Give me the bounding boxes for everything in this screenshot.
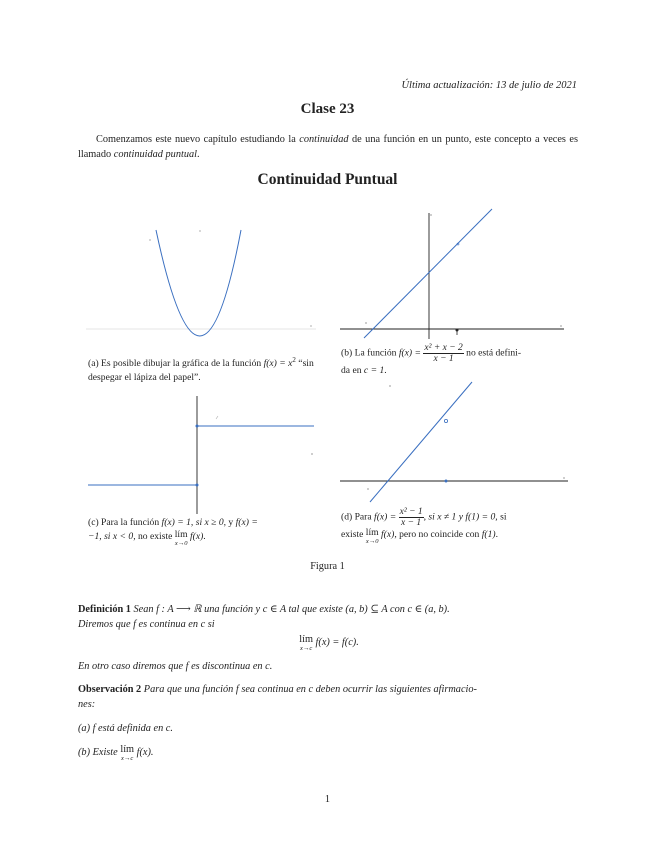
page-number: 1 [324, 794, 331, 805]
fig-d-num: x² − 1 [399, 507, 423, 517]
fig-b-fraction [423, 343, 463, 364]
fig-a-text: Es posible dibujar la gráfica de la función [98, 358, 264, 370]
fig-d-lim-word: lím [365, 527, 379, 538]
fig-a-fx: f(x) = x [263, 358, 293, 370]
fig-c-line1 [88, 516, 320, 530]
fig-b-fx: f(x) = [398, 347, 424, 359]
fig-c-lim-word: lím [174, 529, 188, 540]
fig-d-den: x − 1 [401, 518, 422, 528]
observation-item-b-lim [120, 745, 134, 762]
definition-eq: f(x) = f(c). [315, 637, 359, 648]
fig-c-lim [175, 530, 188, 547]
definition-lim-sub: x→c [299, 645, 313, 652]
fig-c-line2 [88, 530, 320, 547]
definition-equation [78, 635, 580, 659]
fig-a-quote: “sin despegar el lápiza del papel”. [88, 358, 314, 384]
observation-line1 [78, 682, 580, 697]
intro-paragraph [78, 132, 578, 162]
figure-b-caption [341, 343, 581, 378]
fig-d-line2b: , pero no coincide con [394, 529, 482, 540]
fig-b-c: c = 1 [363, 365, 385, 376]
fig-b-den: x − 1 [433, 354, 454, 364]
fig-d-fx: f(x) = [374, 511, 399, 523]
intro-em2: continuidad puntual [113, 149, 197, 160]
definition-text1: Sean f : A ⟶ ℝ una función y c ∈ A tal que existe (a, b) ⊆ A con c ∈ (a, b). [130, 604, 450, 615]
section-title: Continuidad Puntual [257, 171, 398, 188]
observation-item-b-lim-sub: x→c [121, 755, 134, 762]
fig-c-line1-text: (c) Para la función [88, 517, 162, 528]
fig-c-line2b: no existe [135, 531, 175, 542]
observation-text2: nes: [78, 699, 96, 710]
fig-c-line2a: −1, si x < 0, [88, 531, 136, 542]
intro-part2: de una función en un punto, este concepto a veces es llamado [78, 134, 578, 160]
figure-c-plot [86, 392, 321, 517]
observation-text1: Para que una función f sea continua en c deben ocurrir las siguientes afirmacio- [141, 684, 477, 695]
fig-a-label: (a) [88, 358, 99, 370]
figure-c-caption [88, 516, 320, 547]
fig-d-line1 [341, 507, 581, 528]
definition-block [78, 602, 580, 674]
fig-d-fx2: f(x) [380, 529, 395, 540]
definition-lim [299, 635, 313, 652]
fig-c-f2: f(x) = [235, 517, 258, 528]
fig-d-line2a: existe [341, 529, 366, 540]
fig-c-lim-sub: x→0 [174, 540, 188, 547]
fig-b-end: . [384, 365, 387, 376]
figure-a-caption [88, 353, 316, 385]
observation-item-b [78, 745, 580, 762]
definition-text3: En otro caso diremos que f es discontinua en c. [78, 661, 273, 672]
observation-item-b-lim-word: lím [120, 744, 135, 755]
fig-d-lim-sub: x→0 [365, 538, 379, 545]
fig-b-post1: no está defini- [463, 347, 522, 359]
definition-line1 [78, 602, 580, 617]
fig-a-exp: 2 [292, 356, 296, 364]
figure-caption: Figura 1 [310, 561, 345, 572]
observation-item-b-post: f(x). [136, 747, 154, 758]
observation-block [78, 682, 580, 762]
fig-d-f1: f(1) [481, 529, 496, 540]
figure-d-plot [338, 380, 573, 505]
observation-label: Observación 2 [78, 684, 142, 695]
page-title: Clase 23 [300, 101, 355, 117]
fig-b-line2 [341, 364, 581, 378]
intro-em1: continuidad [299, 134, 349, 145]
fig-b-post2: da en [341, 365, 364, 376]
figure-b-plot [338, 205, 573, 340]
intro-part3: . [196, 149, 200, 160]
fig-d-fraction [399, 507, 424, 528]
fig-b-num: x² + x − 2 [424, 343, 463, 353]
fig-d-end: . [495, 529, 498, 540]
fig-c-end: . [203, 531, 206, 542]
fig-c-y: y [226, 517, 236, 528]
figure-d-caption [341, 507, 581, 545]
intro-part1: Comenzamos este nuevo capítulo estudiando la [96, 134, 300, 145]
definition-lim-word: lím [299, 634, 313, 645]
fig-c-fx: f(x) [189, 531, 204, 542]
fig-d-si: si [497, 511, 507, 523]
definition-text2: Diremos que f es continua en c si [78, 619, 215, 630]
fig-d-pre: (d) Para [341, 511, 375, 523]
observation-item-a: (a) f está definida en c. [78, 723, 173, 734]
fig-b-pre: (b) La función [341, 347, 399, 359]
figure-a-plot [86, 214, 321, 339]
fig-d-line2 [341, 528, 581, 545]
update-date: Última actualización: 13 de julio de 2021 [401, 80, 577, 91]
definition-label: Definición 1 [78, 604, 131, 615]
observation-item-b-pre: (b) Existe [78, 747, 121, 758]
fig-b-line1 [341, 343, 581, 364]
fig-d-mid: , si x ≠ 1 y f(1) = 0, [423, 511, 498, 523]
fig-d-lim [366, 528, 379, 545]
fig-c-f1: f(x) = 1, si x ≥ 0, [161, 517, 227, 528]
